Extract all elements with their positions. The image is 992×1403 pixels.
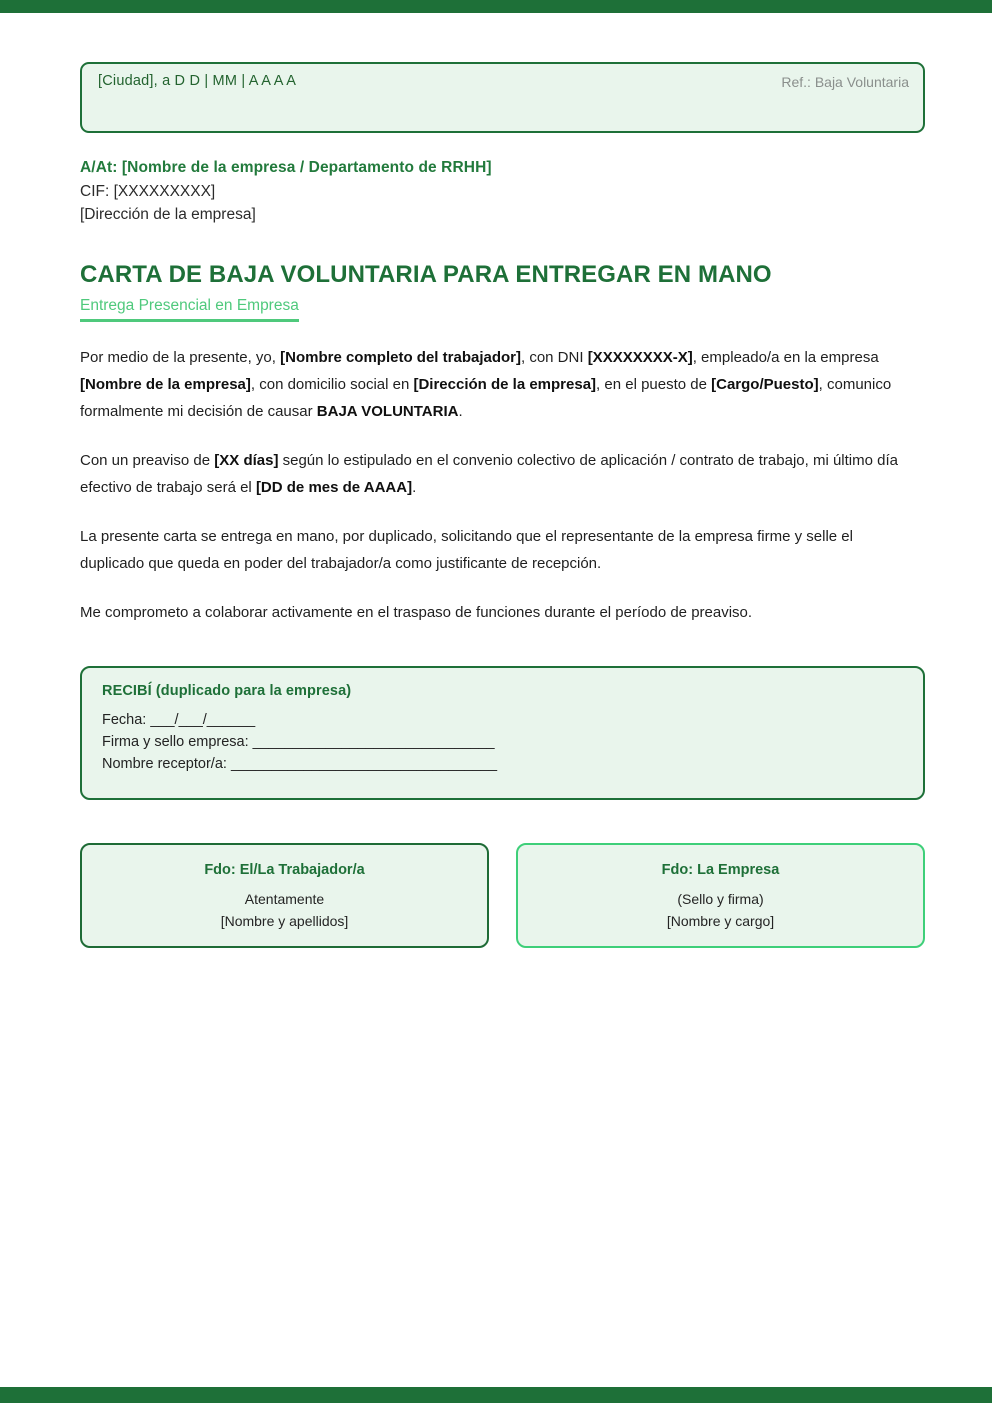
subtitle-underline-rule [80, 319, 299, 322]
recipient-block [80, 156, 935, 227]
p1-seg2: , con DNI [521, 348, 588, 366]
receipt-acknowledgement-box [80, 666, 925, 800]
paragraph-notice-period [80, 447, 898, 501]
signature-box-worker [80, 843, 489, 948]
p1-company-address: [Dirección de la empresa] [413, 375, 597, 393]
paragraph-delivery: La presente carta se entrega en mano, por duplicado, solicitando que el representante de la empresa firme y selle el duplicado que queda en poder del trabajador/a como justificante de recepción. [80, 527, 853, 572]
recipient-attention: A/At: [Nombre de la empresa / Departamento de RRHH] [80, 159, 492, 176]
recipient-cif: CIF: [XXXXXXXXX] [80, 182, 216, 200]
company-signature-line2: [Nombre y cargo] [666, 913, 775, 930]
page-top-accent-bar [0, 0, 992, 13]
p1-job-title: [Cargo/Puesto] [711, 375, 819, 393]
p1-worker-name: [Nombre completo del trabajador] [280, 348, 521, 366]
signature-row [80, 843, 925, 948]
company-signature-line1: (Sello y firma) [677, 891, 764, 908]
p2-notice-days: [XX días] [214, 451, 279, 469]
p2-seg1: Con un preaviso de [80, 451, 215, 469]
page-bottom-accent-bar [0, 1387, 992, 1403]
signature-box-company [516, 843, 925, 948]
p1-seg7: . [458, 402, 463, 420]
p1-seg1: Por medio de la presente, yo, [80, 348, 281, 366]
page-title: CARTA DE BAJA VOLUNTARIA PARA ENTREGAR EN MANO [80, 260, 772, 288]
paragraph-declaration [80, 344, 898, 425]
receipt-signature-field[interactable]: Firma y sello empresa: ______________________________ [102, 733, 495, 750]
subtitle-group [80, 297, 299, 322]
worker-signature-line2: [Nombre y apellidos] [220, 913, 349, 930]
header-meta-box [80, 62, 925, 133]
worker-signature-line1: Atentamente [244, 891, 325, 908]
p2-seg2: según lo estipulado en el convenio colectivo de aplicación / contrato de trabajo, mi último día efectivo de trabajo será el [80, 451, 898, 496]
receipt-receiver-field[interactable]: Nombre receptor/a: _________________________________ [102, 755, 498, 772]
p1-seg4: , con domicilio social en [250, 375, 414, 393]
p2-seg3: . [412, 478, 417, 496]
recipient-address: [Dirección de la empresa] [80, 206, 256, 223]
p1-baja-voluntaria: BAJA VOLUNTARIA [316, 402, 459, 420]
p2-last-day: [DD de mes de AAAA] [255, 478, 413, 496]
company-signature-heading: Fdo: La Empresa [661, 861, 780, 878]
page-subtitle: Entrega Presencial en Empresa [80, 296, 299, 314]
p1-seg3: , empleado/a en la empresa [692, 348, 879, 366]
p1-company-name: [Nombre de la empresa] [80, 375, 251, 393]
p1-dni: [XXXXXXXX-X] [587, 348, 693, 366]
receipt-date-field[interactable]: Fecha: ___/___/______ [102, 711, 256, 728]
p1-seg5: , en el puesto de [596, 375, 712, 393]
paragraph-commitment: Me comprometo a colaborar activamente en el traspaso de funciones durante el período de preaviso. [80, 603, 753, 621]
city-date-text: [Ciudad], a D D | MM | A A A A [98, 73, 297, 89]
reference-text: Ref.: Baja Voluntaria [781, 74, 909, 90]
receipt-heading: RECIBÍ (duplicado para la empresa) [102, 682, 352, 699]
worker-signature-heading: Fdo: El/La Trabajador/a [204, 861, 365, 878]
p1-seg6: , comunico formalmente mi decisión de causar [80, 375, 892, 420]
document-page [0, 13, 992, 1387]
